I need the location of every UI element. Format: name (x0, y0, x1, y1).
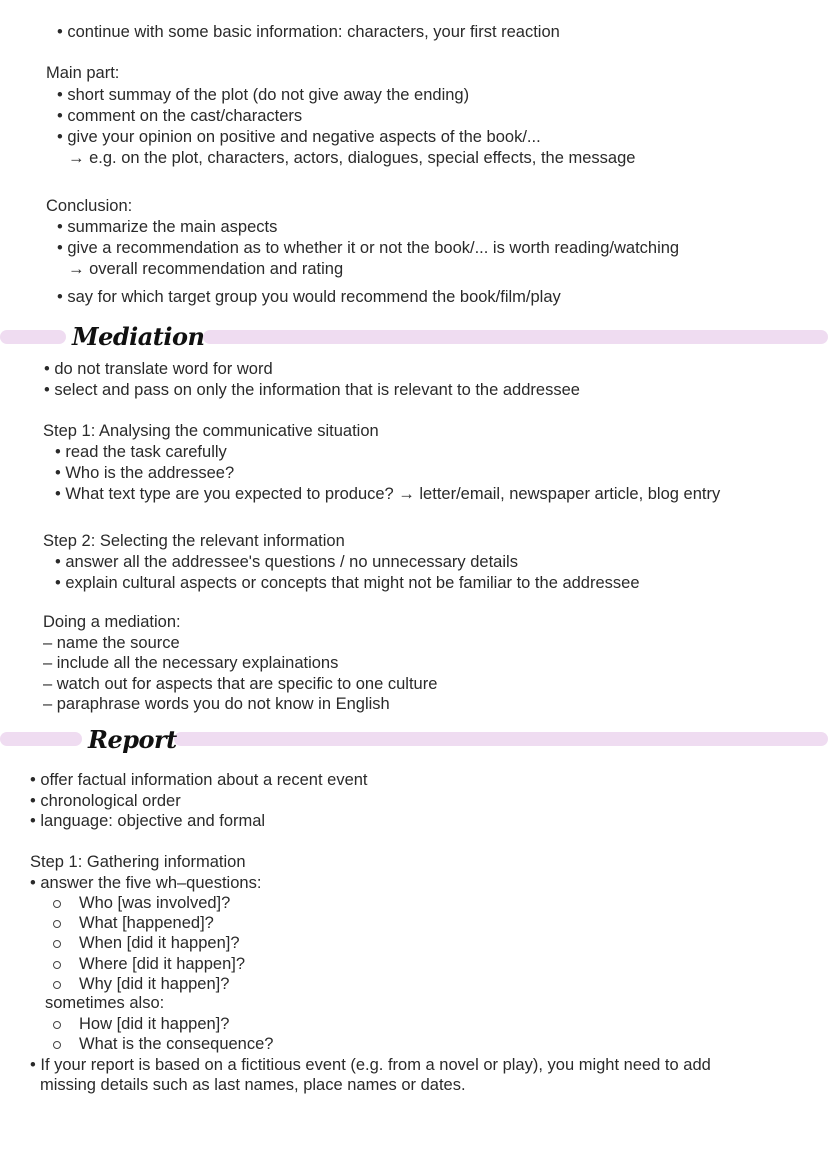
mediation-heading: Mediation (72, 322, 205, 351)
mediation-step1-bullet: • Who is the addressee? (55, 464, 235, 482)
report-bullet: • chronological order (30, 792, 181, 810)
circle-bullet-icon (53, 961, 61, 969)
circle-bullet-icon (53, 940, 61, 948)
wh-question: What [happened]? (79, 914, 214, 932)
doing-mediation-item: – paraphrase words you do not know in English (43, 695, 390, 713)
report-header-bar-left (0, 732, 82, 746)
fictitious-event-bullet: • If your report is based on a fictitious event (e.g. from a novel or play), you might need to add (30, 1056, 711, 1074)
conclusion-bullet: • say for which target group you would recommend the book/film/play (57, 288, 561, 306)
doing-mediation-label: Doing a mediation: (43, 613, 181, 631)
report-bullet: • language: objective and formal (30, 812, 266, 830)
doing-mediation-item: – include all the necessary explainations (43, 654, 339, 672)
doing-mediation-item: – watch out for aspects that are specific to one culture (43, 675, 438, 693)
main-part-label: Main part: (46, 64, 120, 82)
circle-bullet-icon (53, 1041, 61, 1049)
wh-question: Who [was involved]? (79, 894, 231, 912)
conclusion-label: Conclusion: (46, 197, 133, 215)
conclusion-bullet: • give a recommendation as to whether it or not the book/... is worth reading/watching (57, 239, 680, 257)
mediation-step1-bullet: • read the task carefully (55, 443, 227, 461)
mediation-step2-bullet: • explain cultural aspects or concepts that might not be familiar to the addressee (55, 574, 640, 592)
fictitious-event-bullet-cont: missing details such as last names, place names or dates. (40, 1076, 466, 1094)
wh-questions-bullet: • answer the five wh–questions: (30, 874, 262, 892)
circle-bullet-icon (53, 1021, 61, 1029)
wh-question: When [did it happen]? (79, 934, 240, 952)
extra-question: How [did it happen]? (79, 1015, 230, 1033)
sometimes-also-label: sometimes also: (45, 994, 165, 1012)
main-part-bullet: • comment on the cast/characters (57, 107, 303, 125)
mediation-step1-label: Step 1: Analysing the communicative situation (43, 422, 379, 440)
main-part-bullet: • short summay of the plot (do not give away the ending) (57, 86, 470, 104)
report-header-bar-right (174, 732, 828, 746)
conclusion-bullet: • summarize the main aspects (57, 218, 278, 236)
report-heading: Report (88, 725, 177, 754)
mediation-bullet: • do not translate word for word (44, 360, 273, 378)
report-step1-label: Step 1: Gathering information (30, 853, 246, 871)
wh-question: Where [did it happen]? (79, 955, 246, 973)
mediation-header-bar-left (0, 330, 66, 344)
circle-bullet-icon (53, 920, 61, 928)
main-part-bullet: • give your opinion on positive and negative aspects of the book/... (57, 128, 541, 146)
wh-question: Why [did it happen]? (79, 975, 230, 993)
mediation-header-bar-right (203, 330, 828, 344)
mediation-step1-bullet: • What text type are you expected to produce? → letter/email, newspaper article, blog entry (55, 485, 721, 503)
conclusion-arrow-note: → overall recommendation and rating (68, 260, 344, 278)
mediation-step2-bullet: • answer all the addressee's questions / no unnecessary details (55, 553, 518, 571)
circle-bullet-icon (53, 900, 61, 908)
doing-mediation-item: – name the source (43, 634, 180, 652)
main-part-arrow-note: → e.g. on the plot, characters, actors, dialogues, special effects, the message (68, 149, 636, 167)
extra-question: What is the consequence? (79, 1035, 274, 1053)
mediation-bullet: • select and pass on only the information that is relevant to the addressee (44, 381, 580, 399)
review-bullet: • continue with some basic information: characters, your first reaction (57, 23, 560, 41)
report-bullet: • offer factual information about a recent event (30, 771, 368, 789)
mediation-step2-label: Step 2: Selecting the relevant information (43, 532, 345, 550)
circle-bullet-icon (53, 981, 61, 989)
